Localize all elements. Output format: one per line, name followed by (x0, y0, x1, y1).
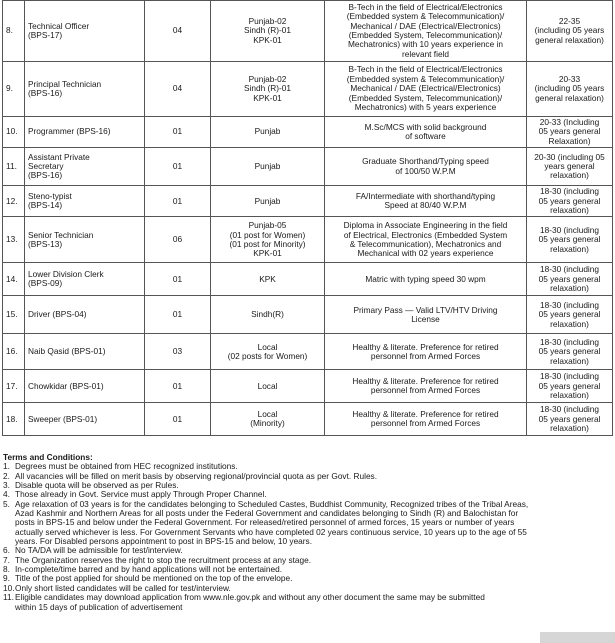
term-number: 1. (3, 461, 10, 472)
age-limit-cell-line: 20-30 (including 05 (534, 151, 605, 162)
term-number: 5. (3, 498, 10, 509)
qualification-cell-line: (Embedded system & Telecommunication)/ (346, 73, 505, 84)
term-item (3, 593, 611, 612)
qualification-cell (325, 403, 527, 436)
age-limit-cell-line: 05 years general (538, 380, 601, 391)
post-name-cell (25, 1, 145, 62)
post-count-cell: 04 (145, 1, 211, 62)
age-limit-cell-line: general relaxation) (535, 92, 604, 103)
qualification-cell-line: FA/Intermediate with shorthand/typing (355, 190, 496, 201)
qualification-cell-line: of Electrical, Electronics (Embedded System (343, 229, 508, 240)
age-limit-cell-line: general relaxation) (535, 34, 604, 45)
age-limit-cell (527, 263, 613, 296)
post-count-cell: 01 (145, 148, 211, 186)
term-text-line: No TA/DA will be admissible for test/interview. (15, 545, 183, 556)
age-limit-cell (527, 296, 613, 334)
age-limit-cell-line: 05 years general (538, 126, 601, 137)
quota-cell-line: Punjab-05 (248, 220, 287, 231)
qualification-cell-line: B-Tech in the field of Electrical/Electronics (348, 64, 503, 75)
age-limit-cell-line: 18-30 (including (539, 299, 600, 310)
post-count-cell: 01 (145, 263, 211, 296)
table-row (3, 296, 613, 334)
quota-cell (211, 217, 325, 263)
quota-cell (211, 403, 325, 436)
term-number: 7. (3, 554, 10, 565)
age-limit-cell-line: 22-35 (558, 15, 581, 26)
post-count-cell: 01 (145, 403, 211, 436)
post-name-cell-line: Principal Technician (28, 78, 102, 89)
table-row (3, 334, 613, 370)
age-limit-cell-line: relaxation) (550, 205, 589, 216)
age-limit-cell-line: 05 years general (538, 413, 601, 424)
table-row (3, 403, 613, 436)
qualification-cell-line: Healthy & literate. Preference for retired (352, 376, 499, 387)
term-text (15, 500, 611, 547)
term-number: 3. (3, 480, 10, 491)
quota-cell (211, 186, 325, 217)
age-limit-cell-line: years general (544, 161, 595, 172)
qualification-cell (325, 296, 527, 334)
age-limit-cell-line: relaxation) (550, 355, 589, 366)
age-limit-cell-line: 18-30 (including (539, 224, 600, 235)
age-limit-cell-line: relaxation) (550, 170, 589, 181)
serial-number-cell: 8. (3, 1, 25, 62)
qualification-cell-line: Diploma in Associate Engineering in the field (343, 220, 508, 231)
quota-cell-line: Sindh (R)-01 (243, 25, 292, 36)
quota-cell-line: (01 post for Women) (229, 229, 306, 240)
quota-cell-line: Punjab (254, 161, 281, 172)
term-text-line: Disable quota will be observed as per Rules. (15, 480, 179, 491)
term-text-line: Only short listed candidates will be called for test/interview. (15, 582, 231, 593)
post-name-cell-line: Chowkidar (BPS-01) (28, 380, 104, 391)
qualification-cell-line: relevant field (401, 48, 450, 59)
qualification-cell-line: Mechatronics) with 5 years experience (354, 102, 497, 113)
post-name-cell (25, 217, 145, 263)
post-name-cell (25, 334, 145, 370)
post-count-cell: 06 (145, 217, 211, 263)
term-text-line: actually served whichever is less. For Government Servants who have completed 02 years continuous service, 10 years up to the age of 55 (15, 526, 527, 537)
post-name-cell-line: Lower Division Clerk (28, 269, 104, 280)
quota-cell-line: KPK-01 (253, 248, 282, 259)
serial-number-cell: 14. (3, 263, 25, 296)
qualification-cell-line: B-Tech in the field of Electrical/Electronics (348, 1, 503, 12)
age-limit-cell-line: relaxation) (550, 243, 589, 254)
age-limit-cell-line: 18-30 (including (539, 264, 600, 275)
qualification-cell-line: & Telecommunication), Mechatronics and (349, 238, 502, 249)
serial-number-cell: 15. (3, 296, 25, 334)
quota-cell-line: Sindh(R) (251, 309, 284, 320)
age-limit-cell (527, 1, 613, 62)
age-limit-cell (527, 217, 613, 263)
term-text-line: Those already in Govt. Service must apply Through Proper Channel. (15, 489, 267, 500)
post-count-cell: 01 (145, 117, 211, 148)
age-limit-cell (527, 370, 613, 403)
term-number: 8. (3, 564, 10, 575)
age-limit-cell-line: 20-33 (558, 73, 581, 84)
term-number: 4. (3, 489, 10, 500)
post-name-cell-line: Programmer (BPS-16) (28, 126, 111, 137)
table-row (3, 148, 613, 186)
serial-number-cell: 18. (3, 403, 25, 436)
quota-cell (211, 334, 325, 370)
age-limit-cell-line: 05 years general (538, 309, 601, 320)
post-name-cell (25, 186, 145, 217)
serial-number-cell: 10. (3, 117, 25, 148)
table-row (3, 62, 613, 117)
qualification-cell-line: Mechanical with 02 years experience (357, 248, 494, 259)
term-text-line: posts in BPS-15 and below under the Federal Government. For released/retired personnel of armed forces, 15 years or number of years (15, 517, 515, 528)
terms-and-conditions (3, 453, 611, 612)
post-name-cell-line: (BPS-17) (28, 30, 63, 40)
post-count-cell: 01 (145, 296, 211, 334)
term-number: 2. (3, 470, 10, 481)
term-text-line: The Organization reserves the right to stop the recruitment process at any stage. (15, 554, 312, 565)
age-limit-cell-line: 20-33 (Including (539, 117, 600, 127)
age-limit-cell (527, 117, 613, 148)
age-limit-cell-line: 18-30 (including (539, 371, 600, 382)
vacancies-table-body (3, 1, 613, 436)
quota-cell-line: Local (257, 341, 278, 352)
post-name-cell-line: Senior Technician (28, 229, 94, 240)
post-name-cell-line: Sweeper (BPS-01) (28, 413, 98, 424)
qualification-cell-line: of software (405, 131, 446, 142)
age-limit-cell (527, 62, 613, 117)
quota-cell-line: Punjab-02 (248, 73, 287, 84)
qualification-cell (325, 1, 527, 62)
post-name-cell-line: (BPS-14) (28, 200, 63, 211)
qualification-cell-line: Healthy & literate. Preference for retired (352, 341, 499, 352)
post-count-cell: 03 (145, 334, 211, 370)
qualification-cell-line: Speed at 80/40 W.P.M (384, 200, 467, 211)
age-limit-cell-line: 05 years general (538, 234, 601, 245)
serial-number-cell: 16. (3, 334, 25, 370)
qualification-cell-line: Healthy & literate. Preference for retired (352, 409, 499, 420)
qualification-cell (325, 62, 527, 117)
age-limit-cell-line: 18-30 (including (539, 336, 600, 347)
qualification-cell-line: personnel from Armed Forces (370, 385, 481, 396)
post-name-cell-line: Driver (BPS-04) (28, 309, 87, 320)
qualification-cell-line: (Embedded system & Telecommunication)/ (346, 11, 505, 22)
post-name-cell-line: (BPS-16) (28, 170, 63, 181)
term-text-line: years. For Disabled persons appointment to post in BPS-15 and below, 10 years. (15, 536, 313, 547)
terms-list (3, 462, 611, 612)
post-count-cell: 04 (145, 62, 211, 117)
age-limit-cell-line: relaxation) (550, 423, 589, 434)
quota-cell (211, 1, 325, 62)
qualification-cell-line: Matric with typing speed 30 wpm (365, 273, 486, 284)
term-text-line: Degrees must be obtained from HEC recognized institutions. (15, 461, 238, 472)
table-row (3, 186, 613, 217)
age-limit-cell (527, 334, 613, 370)
post-name-cell (25, 263, 145, 296)
term-text-line: All vacancies will be filled on merit basis by observing regional/provincial quota as per Govt. Rules. (15, 470, 378, 481)
vacancies-table (2, 0, 613, 436)
post-name-cell (25, 62, 145, 117)
age-limit-cell-line: 18-30 (including (539, 404, 600, 415)
post-name-cell-line: Assistant Private (28, 151, 90, 162)
term-number: 6. (3, 545, 10, 556)
quota-cell (211, 370, 325, 403)
term-text-line: Eligible candidates may download application from www.nle.gov.pk and without any other document the same may be submitted (15, 592, 485, 603)
quota-cell (211, 296, 325, 334)
table-row (3, 263, 613, 296)
age-limit-cell-line: (including 05 years (534, 83, 605, 94)
age-limit-cell-line: 05 years general (538, 273, 601, 284)
post-name-cell-line: Steno-typist (28, 190, 72, 201)
terms-title: Terms and Conditions: (3, 452, 93, 462)
quota-cell-line: Punjab (254, 126, 281, 137)
age-limit-cell-line: 05 years general (538, 195, 601, 206)
age-limit-cell (527, 148, 613, 186)
post-name-cell (25, 370, 145, 403)
term-item (3, 500, 611, 547)
serial-number-cell: 12. (3, 186, 25, 217)
qualification-cell-line: Mechatronics) with 10 years experience in (348, 39, 503, 50)
table-row (3, 217, 613, 263)
serial-number-cell: 13. (3, 217, 25, 263)
age-limit-cell-line: relaxation) (550, 318, 589, 329)
qualification-cell-line: Primary Pass — Valid LTV/HTV Driving (353, 304, 498, 315)
qualification-cell-line: Mechanical / DAE (Electrical/Electronics) (350, 83, 501, 94)
post-name-cell (25, 296, 145, 334)
term-number: 10. (3, 582, 15, 593)
quota-cell-line: (01 post for Minority) (229, 238, 306, 249)
serial-number-cell: 17. (3, 370, 25, 403)
post-name-cell-line: (BPS-16) (28, 88, 63, 98)
quota-cell-line: KPK-01 (253, 34, 282, 45)
term-text-line: Title of the post applied for should be mentioned on the top of the envelope. (15, 573, 293, 584)
post-name-cell-line: (BPS-09) (28, 278, 63, 289)
qualification-cell (325, 370, 527, 403)
quota-cell-line: KPK-01 (253, 92, 282, 103)
qualification-cell (325, 217, 527, 263)
serial-number-cell: 11. (3, 148, 25, 186)
term-text (15, 593, 611, 612)
post-name-cell-line: (BPS-13) (28, 238, 63, 249)
term-text-line: In-complete/time barred and by hand applications will not be entertained. (15, 564, 283, 575)
quota-cell-line: (02 posts for Women) (227, 350, 308, 361)
term-text-line: within 15 days of publication of advertisement (15, 601, 183, 612)
page-footer-bar (540, 632, 615, 643)
post-count-cell: 01 (145, 370, 211, 403)
table-row (3, 370, 613, 403)
qualification-cell-line: Graduate Shorthand/Typing speed (362, 156, 489, 167)
age-limit-cell-line: 18-30 (including (539, 186, 600, 197)
quota-cell-line: Sindh (R)-01 (243, 83, 292, 94)
term-number: 9. (3, 573, 10, 584)
age-limit-cell-line: 05 years general (538, 346, 601, 357)
qualification-cell (325, 117, 527, 148)
quota-cell-line: KPK (259, 273, 276, 284)
post-name-cell-line: Naib Qasid (BPS-01) (28, 346, 106, 357)
qualification-cell-line: personnel from Armed Forces (370, 350, 481, 361)
table-row (3, 117, 613, 148)
quota-cell (211, 148, 325, 186)
serial-number-cell: 9. (3, 62, 25, 117)
quota-cell-line: (Minority) (250, 418, 285, 429)
post-name-cell (25, 117, 145, 148)
age-limit-cell-line: (including 05 years (534, 25, 605, 36)
age-limit-cell (527, 186, 613, 217)
post-name-cell-line: Technical Officer (28, 20, 90, 31)
qualification-cell-line: personnel from Armed Forces (370, 418, 481, 429)
quota-cell (211, 263, 325, 296)
qualification-cell-line: (Embedded System, Telecommunication)/ (348, 92, 503, 103)
post-name-cell (25, 148, 145, 186)
qualification-cell (325, 334, 527, 370)
qualification-cell-line: M.Sc/MCS with solid background (364, 121, 487, 132)
qualification-cell (325, 263, 527, 296)
age-limit-cell-line: relaxation) (550, 283, 589, 294)
age-limit-cell-line: Relaxation) (548, 135, 591, 146)
post-count-cell: 01 (145, 186, 211, 217)
qualification-cell (325, 186, 527, 217)
quota-cell-line: Punjab (254, 195, 281, 206)
quota-cell (211, 117, 325, 148)
term-text-line: Age relaxation of 03 years is for the candidates belonging to Scheduled Castes, Buddhist Community, Recognized tribes of the Tribal Areas, (15, 498, 529, 509)
age-limit-cell-line: relaxation) (550, 390, 589, 401)
qualification-cell-line: (Embedded System, Telecommunication)/ (348, 30, 503, 40)
quota-cell-line: Local (257, 380, 278, 391)
term-number: 11. (3, 592, 14, 603)
age-limit-cell (527, 403, 613, 436)
qualification-cell-line: Mechanical / DAE (Electrical/Electronics) (350, 20, 501, 31)
qualification-cell-line: of 100/50 W.P.M (395, 165, 456, 176)
quota-cell (211, 62, 325, 117)
quota-cell-line: Local (257, 409, 278, 420)
qualification-cell (325, 148, 527, 186)
post-name-cell (25, 403, 145, 436)
qualification-cell-line: License (411, 313, 440, 324)
quota-cell-line: Punjab-02 (248, 15, 287, 26)
term-text-line: Azad Kashmir and Northern Areas for all posts under the Federal Government and candidates belonging to Sindh (R) and Balochistan for (15, 508, 519, 519)
table-row (3, 1, 613, 62)
post-name-cell-line: Secretary (28, 161, 64, 172)
